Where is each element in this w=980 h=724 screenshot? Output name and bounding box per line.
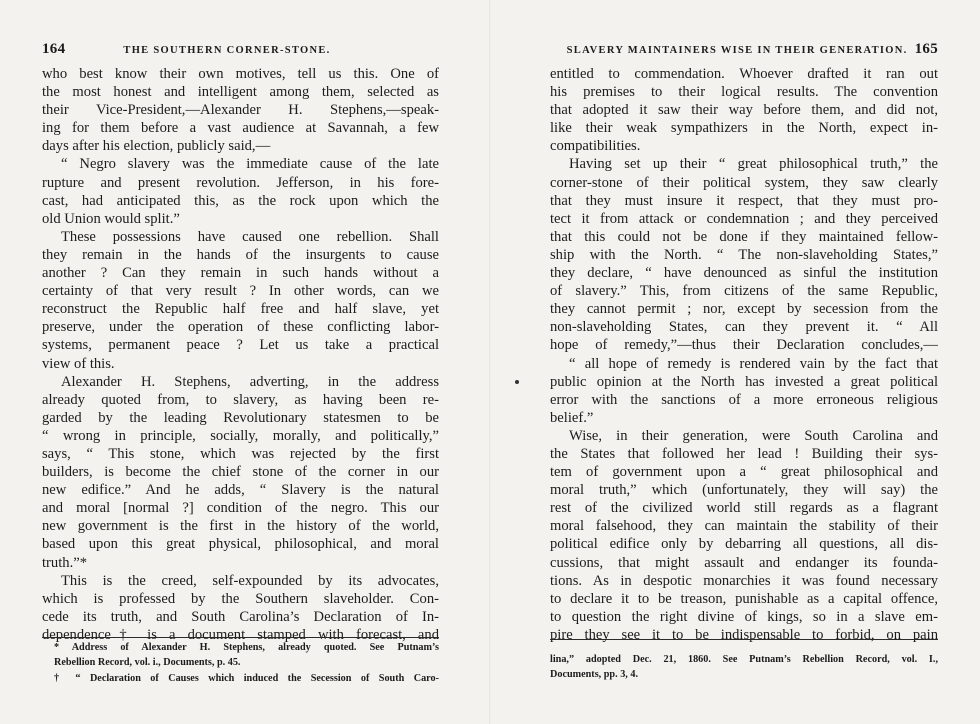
text-line: preserve, under the operation of these conflicting labor- xyxy=(42,319,439,336)
text-line: tem of government upon a “ great philosophical and xyxy=(550,464,938,481)
stray-ink-dot xyxy=(515,380,519,384)
text-line: and moral [normal ?] condition of the negro. This our xyxy=(42,500,439,517)
text-line: old Union would split.” xyxy=(42,210,180,227)
text-line: belief.” xyxy=(550,409,594,426)
text-line: public opinion at the North has invested a great political xyxy=(550,373,938,390)
text-line: ship with the North. “ The non-slaveholding States,” xyxy=(550,246,938,263)
text-line: political edifice only by debarring all questions, all dis- xyxy=(550,536,938,553)
text-line: This is the creed, self-expounded by its advocates, xyxy=(61,572,439,589)
text-line: says, “ This stone, which was rejected by the first xyxy=(42,445,439,462)
text-line: pire they see it to be indispensable to forbid, on pain xyxy=(550,626,938,643)
text-line: These possessions have caused one rebellion. Shall xyxy=(61,228,439,245)
text-line: ing for them before a vast audience at Savannah, a few xyxy=(42,120,439,137)
right-footnotes xyxy=(550,652,938,683)
left-running-head: THE SOUTHERN CORNER-STONE. xyxy=(123,45,331,56)
left-page-number: 164 xyxy=(42,41,66,57)
text-line: the States that followed her lead ! Building their sys- xyxy=(550,445,938,462)
text-line: moral truth,” which (unfortunately, they will say) the xyxy=(550,482,938,499)
right-page-body xyxy=(550,65,938,644)
right-footnote-rule xyxy=(550,639,938,640)
text-line: to declare it to be treason, punishable as a capital offence, xyxy=(550,590,938,607)
right-running-head: SLAVERY MAINTAINERS WISE IN THEIR GENERATION. xyxy=(566,45,908,56)
text-line: already quoted from, to slavery, as having been re- xyxy=(42,391,439,408)
text-line: tect it from attack or condemnation ; and they perceived xyxy=(550,210,938,227)
text-line: Wise, in their generation, were South Carolina and xyxy=(569,427,938,444)
footnote-line: † “ Declaration of Causes which induced the Secession of South Caro- xyxy=(54,672,439,684)
left-page-header xyxy=(42,41,437,57)
text-line: tions. As in despotic monarchies it was found necessary xyxy=(550,572,938,589)
text-line: view of this. xyxy=(42,355,115,372)
text-line: reconstruct the Republic half free and half slave, yet xyxy=(42,301,439,318)
text-line: that adopted it saw their way before them, and did not, xyxy=(550,102,938,119)
footnote-line: Rebellion Record, vol. i., Documents, p. 45. xyxy=(54,657,241,669)
left-page-body xyxy=(42,65,439,644)
right-page-number: 165 xyxy=(914,41,938,57)
text-line: “ all hope of remedy is rendered vain by the fact that xyxy=(569,355,938,372)
footnote-line: Documents, pp. 3, 4. xyxy=(550,669,639,681)
text-line: cussions, that might assault and endanger its founda- xyxy=(550,554,938,571)
text-line: his premises to their logical results. The convention xyxy=(550,84,938,101)
text-line: new edifice.” And he adds, “ Slavery is the natural xyxy=(42,482,439,499)
footnote-line: * Address of Alexander H. Stephens, already quoted. See Putnam’s xyxy=(54,642,439,653)
text-line: another ? Can they remain in such hands without a xyxy=(42,265,439,282)
text-line: new government is the first in the history of the world, xyxy=(42,518,439,535)
text-line: cast, had anticipated this, as the rock upon which the xyxy=(42,192,439,209)
text-line: their Vice-President,—Alexander H. Stephens,—speak- xyxy=(42,102,439,119)
text-line: compatibilities. xyxy=(550,138,641,155)
text-line: rupture and present revolution. Jefferson, in his fore- xyxy=(42,174,439,191)
text-line: non-slaveholding States, can they prevent it. “ All xyxy=(550,319,938,336)
left-footnotes xyxy=(54,640,439,686)
text-line: they remain in the hands of the insurgents to cause xyxy=(42,246,439,263)
footnote-line: lina,” adopted Dec. 21, 1860. See Putnam’s Rebellion Record, vol. I., xyxy=(550,654,938,665)
right-page xyxy=(490,0,980,724)
text-line: Having set up their “ great philosophical truth,” the xyxy=(569,156,938,173)
text-line: systems, permanent peace ? Let us take a practical xyxy=(42,337,439,354)
text-line: Alexander H. Stephens, adverting, in the address xyxy=(61,373,439,390)
left-footnote-rule xyxy=(42,637,439,638)
text-line: certainty of that very result ? In other words, can we xyxy=(42,283,439,300)
text-line: to question the right divine of kings, so in a slave em- xyxy=(550,608,938,625)
text-line: like their weak sympathizers in the North, expect in- xyxy=(550,120,938,137)
text-line: corner-stone of their political system, they saw clearly xyxy=(550,174,938,191)
text-line: the most honest and intelligent among them, selected as xyxy=(42,84,439,101)
text-line: days after his election, publicly said,— xyxy=(42,138,271,155)
text-line: “ Negro slavery was the immediate cause of the late xyxy=(61,156,439,173)
text-line: of slavery.” This, from citizens of the same Republic, xyxy=(550,283,938,300)
text-line: “ wrong in principle, socially, morally, and politically,” xyxy=(42,427,439,444)
text-line: hope of remedy,”—thus their Declaration concludes,— xyxy=(550,337,938,354)
text-line: who best know their own motives, tell us this. One of xyxy=(42,66,439,82)
text-line: cede its truth, and South Carolina’s Declaration of In- xyxy=(42,608,439,625)
text-line: that they must insure it respect, that they must pro- xyxy=(550,192,938,209)
text-line: based upon this great physical, philosophical, and moral xyxy=(42,536,439,553)
text-line: they declare, “ have denounced as sinful the institution xyxy=(550,265,938,282)
text-line: garded by the leading Revolutionary statesmen to be xyxy=(42,409,439,426)
text-line: moral falsehood, they can maintain the stability of their xyxy=(550,518,938,535)
text-line: that this could not be done if they maintained fellow- xyxy=(550,228,938,245)
text-line: they cannot permit ; nor, except by secession from the xyxy=(550,301,938,318)
text-line: error with the sanctions of a more erroneous religious xyxy=(550,391,938,408)
text-line: dependence† is a document stamped with forecast, and xyxy=(42,626,439,643)
text-line: rest of the civilized world still regards as a flagrant xyxy=(550,500,938,517)
text-line: builders, is become the chief stone of the corner in our xyxy=(42,464,439,481)
text-line: which is professed by the Southern slaveholder. Con- xyxy=(42,590,439,607)
right-page-header xyxy=(550,41,938,57)
text-line: entitled to commendation. Whoever drafted it ran out xyxy=(550,66,938,82)
text-line: truth.”* xyxy=(42,554,87,571)
